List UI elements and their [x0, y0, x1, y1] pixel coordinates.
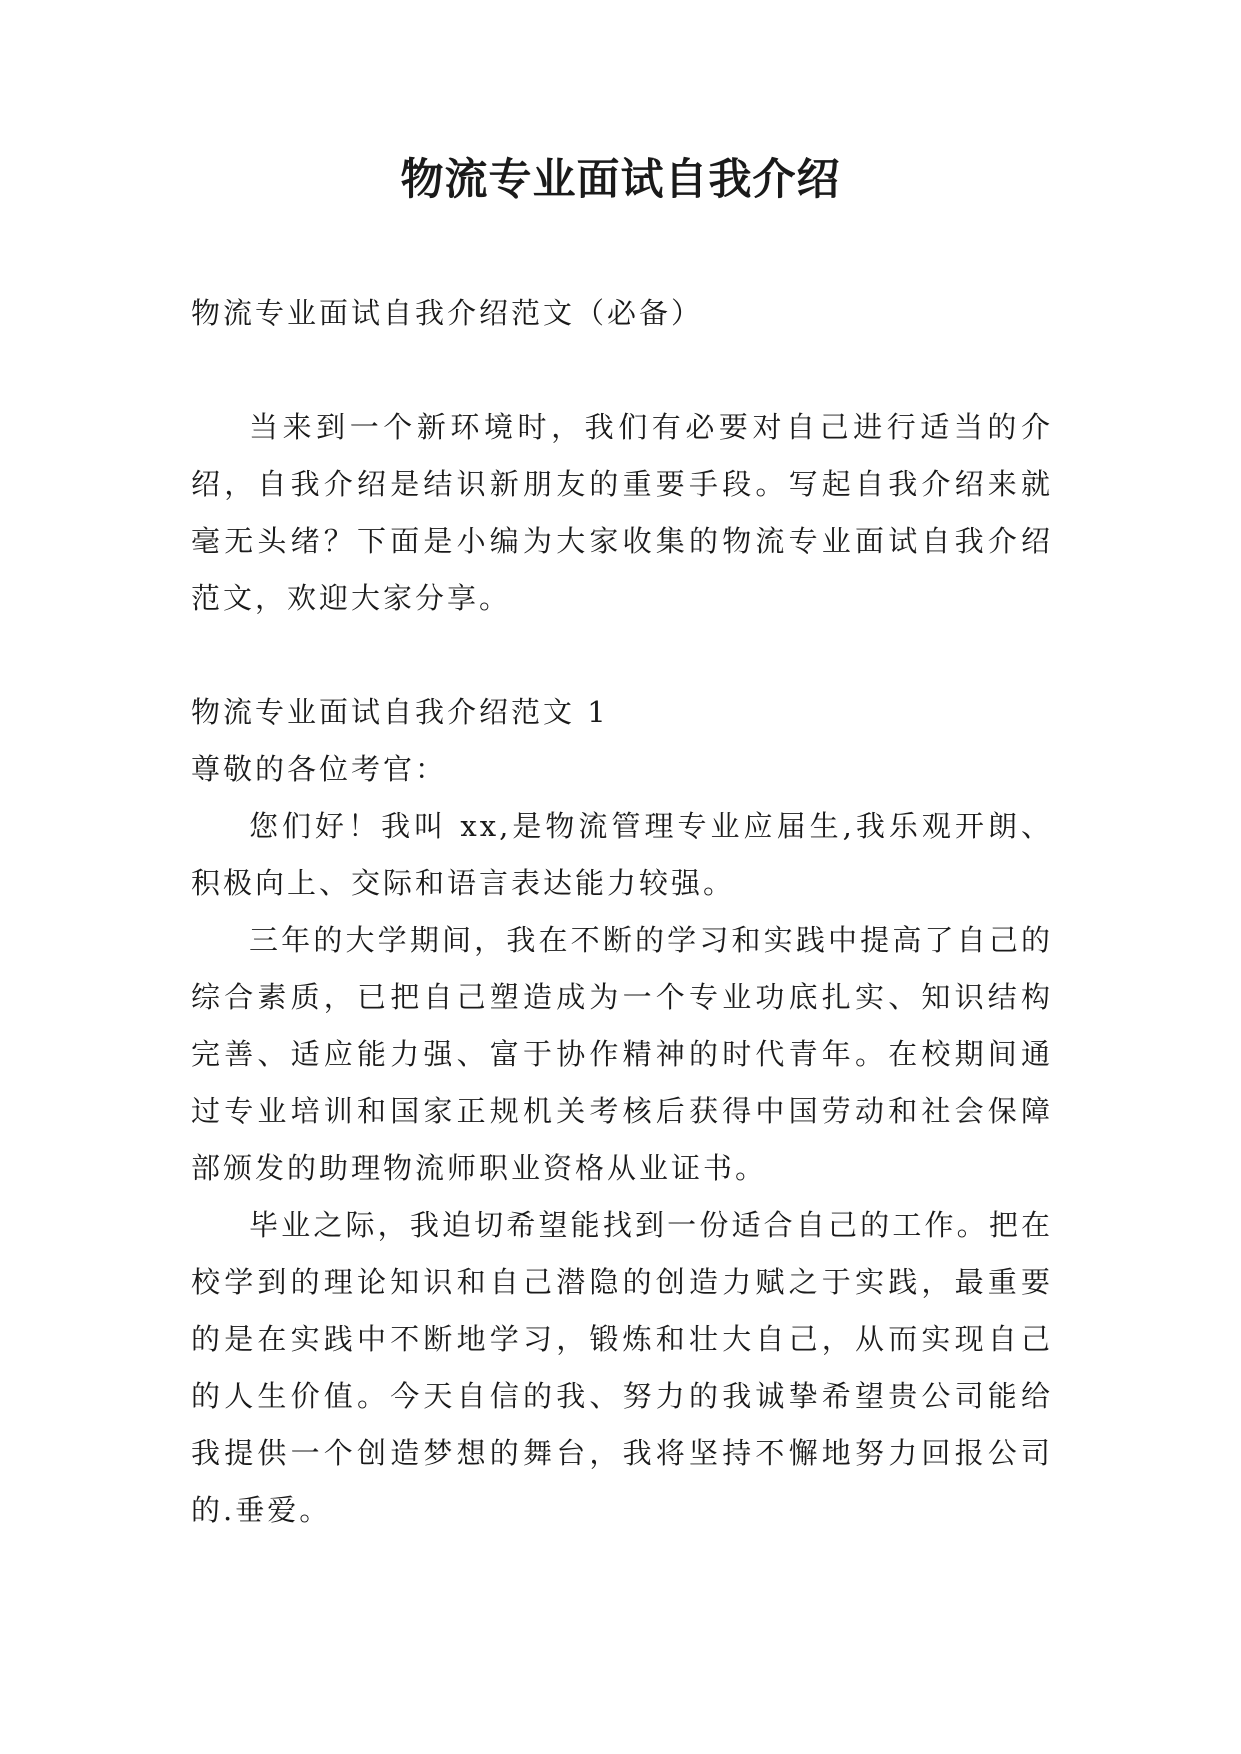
- document-body: [191, 285, 1053, 1539]
- intro-paragraph: 当来到一个新环境时，我们有必要对自己进行适当的介绍，自我介绍是结识新朋友的重要手段。写起自我介绍来就毫无头绪？下面是小编为大家收集的物流专业面试自我介绍范文，欢迎大家分享。: [191, 410, 1053, 615]
- spacer: [191, 627, 1053, 684]
- body-paragraph: 三年的大学期间，我在不断的学习和实践中提高了自己的综合素质，已把自己塑造成为一个专业功底扎实、知识结构完善、适应能力强、富于协作精神的时代青年。在校期间通过专业培训和国家正规机关考核后获得中国劳动和社会保障部颁发的助理物流师职业资格从业证书。: [191, 923, 1053, 1185]
- section-heading: 物流专业面试自我介绍范文 1: [191, 695, 609, 729]
- body-paragraph: 您们好！我叫 xx,是物流管理专业应届生,我乐观开朗、积极向上、交际和语言表达能力较强。: [191, 809, 1053, 900]
- document-title: 物流专业面试自我介绍: [400, 155, 841, 205]
- salutation: 尊敬的各位考官：: [191, 752, 448, 786]
- spacer: [191, 342, 1053, 399]
- document-subtitle: 物流专业面试自我介绍范文（必备）: [191, 296, 704, 330]
- body-paragraph: 毕业之际，我迫切希望能找到一份适合自己的工作。把在校学到的理论知识和自己潜隐的创造力赋之于实践，最重要的是在实践中不断地学习，锻炼和壮大自己，从而实现自己的人生价值。今天自信的我、努力的我诚挚希望贵公司能给我提供一个创造梦想的舞台，我将坚持不懈地努力回报公司的.垂爱。: [191, 1208, 1053, 1527]
